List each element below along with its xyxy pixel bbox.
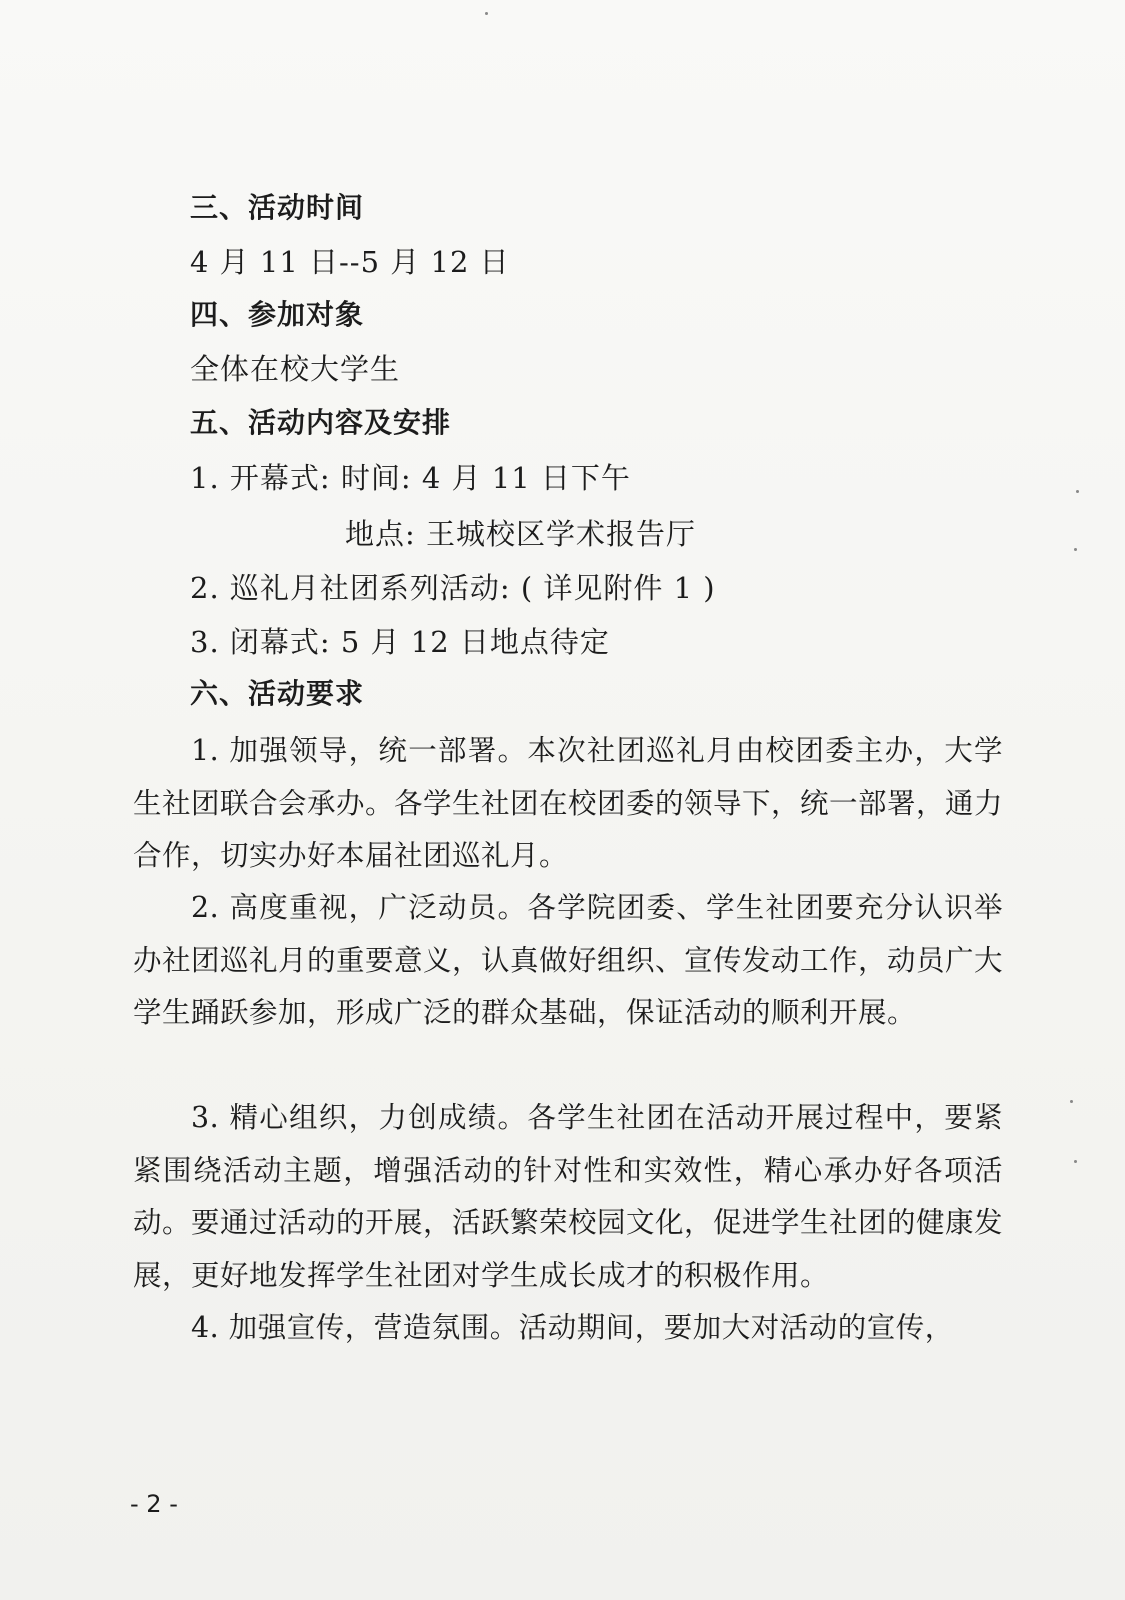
section3-heading: 三、活动时间 (190, 191, 365, 224)
activity-time-text: 4 月 11 日--5 月 12 日 (190, 245, 510, 279)
requirement-paragraph-1: 1. 加强领导，统一部署。本次社团巡礼月由校团委主办，大学生社团联合会承办。各学生社团在校团委的领导下，统一部署，通力合作，切实办好本届社团巡礼月。 (133, 734, 1004, 872)
section4-heading: 四、参加对象 (190, 298, 365, 331)
opening-ceremony-location: 地点: 王城校区学术报告厅 (345, 517, 696, 551)
requirement-paragraph-2: 2. 高度重视，广泛动员。各学院团委、学生社团要充分认识举办社团巡礼月的重要意义，认真做好组织、宣传发动工作，动员广大学生踊跃参加，形成广泛的群众基础，保证活动的顺利开展。 (133, 891, 1004, 1029)
scan-speck (1074, 548, 1077, 551)
section6-heading: 六、活动要求 (190, 677, 365, 710)
opening-ceremony-time: 1. 开幕式: 时间: 4 月 11 日下午 (190, 461, 631, 495)
page-number: - 2 - (130, 1490, 178, 1518)
section5-heading: 五、活动内容及安排 (190, 406, 452, 439)
requirement-paragraph-4: 4. 加强宣传，营造氛围。活动期间，要加大对活动的宣传， (191, 1311, 954, 1344)
club-activities-item: 2. 巡礼月社团系列活动: ( 详见附件 1 ) (190, 571, 716, 605)
participants-text: 全体在校大学生 (190, 352, 401, 386)
scan-speck (1074, 1160, 1077, 1163)
closing-ceremony-item: 3. 闭幕式: 5 月 12 日地点待定 (190, 625, 610, 659)
requirement-paragraph-3: 3. 精心组织，力创成绩。各学生社团在活动开展过程中，要紧紧围绕活动主题，增强活动的针对性和实效性，精心承办好各项活动。要通过活动的开展，活跃繁荣校园文化，促进学生社团的健康发展，更好地发挥学生社团对学生成长成才的积极作用。 (133, 1101, 1004, 1292)
scan-speck (485, 12, 488, 15)
scan-speck (1076, 490, 1079, 493)
scan-speck (1070, 1100, 1073, 1103)
